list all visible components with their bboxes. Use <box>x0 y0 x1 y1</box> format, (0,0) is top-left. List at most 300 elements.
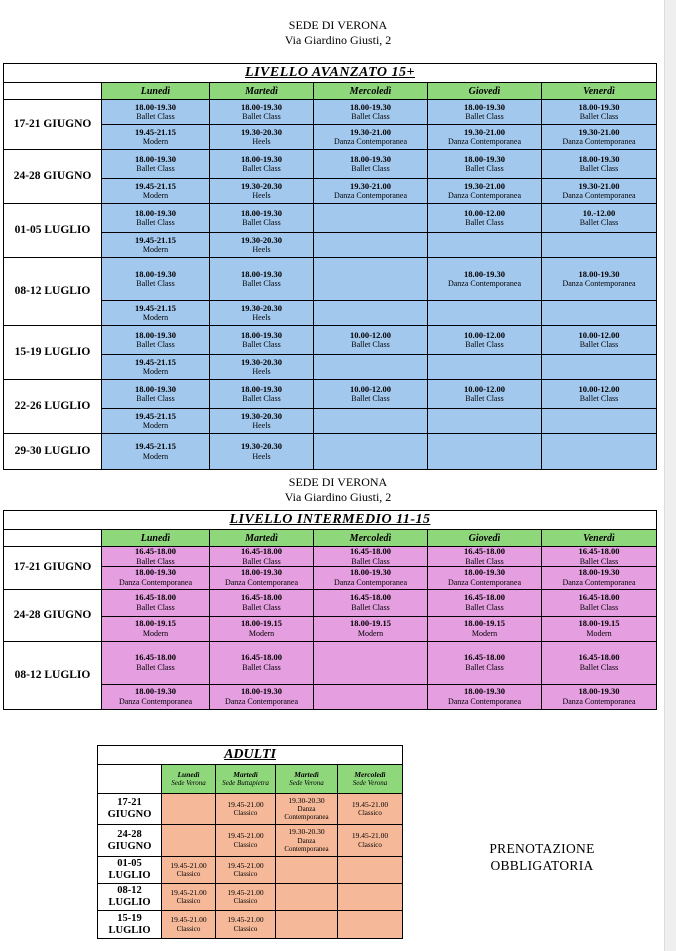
class-cell <box>102 301 210 326</box>
class-time: 19.30-20.30 <box>240 410 283 421</box>
class-cell <box>314 233 428 258</box>
title-row <box>4 511 657 530</box>
class-time: 18.00-19.30 <box>134 686 177 697</box>
class-name: Ballet Class <box>136 394 175 404</box>
adulti-day-header <box>338 765 403 794</box>
corner-cell <box>4 83 102 100</box>
class-name: Ballet Class <box>465 556 504 566</box>
class-time: 16.45-18.00 <box>240 652 283 663</box>
class-time: 16.45-18.00 <box>134 546 177 556</box>
schedule-row <box>4 204 657 233</box>
class-cell <box>428 326 542 355</box>
class-cell <box>210 616 314 641</box>
class-cell <box>162 825 216 857</box>
class-time: 19.45-21.15 <box>134 234 177 245</box>
schedule-row <box>4 434 657 470</box>
class-name: Danza Contemporanea <box>562 137 636 147</box>
class-cell <box>542 641 657 684</box>
class-name: Ballet Class <box>242 340 281 350</box>
class-cell <box>210 380 314 409</box>
week-label: 15-19 LUGLIO <box>98 911 162 939</box>
class-cell <box>102 204 210 233</box>
class-cell <box>210 434 314 470</box>
sede-name: SEDE DI VERONA <box>288 475 388 489</box>
class-cell <box>276 911 338 939</box>
class-cell <box>210 179 314 204</box>
schedule-row <box>4 258 657 301</box>
class-cell <box>102 589 210 616</box>
class-cell <box>102 233 210 258</box>
class-name: Ballet Class <box>351 602 390 612</box>
class-time: 19.45-21.00 <box>227 915 264 925</box>
class-cell <box>210 641 314 684</box>
class-name: Danza Contemporanea <box>224 577 299 587</box>
class-cell <box>102 616 210 641</box>
class-name: Danza Contemporanea <box>447 696 522 706</box>
class-time: 18.00-19.30 <box>134 207 177 218</box>
class-name: Ballet Class <box>136 164 175 174</box>
day-header-0: Lunedì <box>102 530 210 547</box>
class-time: 18.00-19.30 <box>463 268 506 279</box>
class-name: Danza Contemporanea <box>333 137 408 147</box>
class-name: Ballet Class <box>465 340 504 350</box>
class-name: Classico <box>233 897 258 906</box>
day-header-2: Mercoledì <box>314 530 428 547</box>
class-cell <box>542 566 657 589</box>
class-time: 18.00-19.15 <box>578 618 620 629</box>
class-name: Ballet Class <box>351 112 390 122</box>
schedule-row <box>4 684 657 709</box>
day-header-1: Martedì <box>210 83 314 100</box>
class-cell <box>542 684 657 709</box>
class-time: 18.00-19.15 <box>349 618 392 629</box>
class-time: 18.00-19.30 <box>349 101 392 112</box>
class-cell <box>162 857 216 884</box>
class-time: 10.00-12.00 <box>463 383 506 394</box>
class-name: Ballet Class <box>579 164 619 174</box>
class-name: Modern <box>357 628 384 638</box>
class-name: Ballet Class <box>242 602 281 612</box>
class-time: 19.30-21.00 <box>578 126 620 137</box>
class-name: Ballet Class <box>136 556 175 566</box>
adulti-row <box>98 825 403 857</box>
class-name: Ballet Class <box>579 218 619 228</box>
class-cell <box>428 616 542 641</box>
class-name: Heels <box>252 245 271 255</box>
class-cell <box>102 150 210 179</box>
class-name: Ballet Class <box>136 112 175 122</box>
class-cell <box>314 380 428 409</box>
schedule-row <box>4 380 657 409</box>
class-cell <box>210 547 314 567</box>
schedule-row <box>4 233 657 258</box>
class-time: 19.30-20.30 <box>288 827 325 837</box>
class-cell <box>428 150 542 179</box>
class-name: Classico <box>233 840 258 849</box>
class-time: 18.00-19.30 <box>578 153 620 164</box>
class-cell <box>542 258 657 301</box>
adulti-schedule-table <box>97 745 403 939</box>
class-name: Modern <box>142 628 169 638</box>
class-cell <box>162 911 216 939</box>
class-cell <box>542 589 657 616</box>
day-header-4: Venerdì <box>542 83 657 100</box>
class-cell <box>338 911 403 939</box>
class-cell <box>314 301 428 326</box>
class-time: 19.30-20.30 <box>240 302 283 313</box>
class-cell <box>314 409 428 434</box>
week-label: 29-30 LUGLIO <box>4 434 102 470</box>
avanzato-schedule-table <box>3 63 657 470</box>
class-time: 18.00-19.30 <box>349 567 392 578</box>
class-name: Heels <box>252 313 271 323</box>
class-cell <box>102 684 210 709</box>
class-time: 18.00-19.30 <box>134 383 177 394</box>
sede-name: Sede Verona <box>289 779 324 787</box>
class-time: 18.00-19.30 <box>463 153 506 164</box>
class-time: 18.00-19.30 <box>134 567 177 578</box>
class-name: Ballet Class <box>351 340 390 350</box>
class-name: Ballet Class <box>242 556 281 566</box>
class-time: 18.00-19.30 <box>134 268 177 279</box>
schedule-row <box>4 150 657 179</box>
class-cell <box>276 825 338 857</box>
class-cell <box>210 150 314 179</box>
class-time: 18.00-19.30 <box>134 329 177 340</box>
week-label: 08-12 LUGLIO <box>4 641 102 709</box>
class-cell <box>428 684 542 709</box>
week-label: 01-05 LUGLIO <box>98 857 162 884</box>
class-time: 19.30-20.30 <box>240 234 283 245</box>
class-cell <box>210 301 314 326</box>
class-name: Heels <box>252 367 271 377</box>
class-name: Ballet Class <box>136 340 175 350</box>
class-cell <box>102 380 210 409</box>
class-cell <box>338 794 403 825</box>
week-label: 08-12 LUGLIO <box>4 258 102 326</box>
class-name: Modern <box>142 421 169 431</box>
sede-name: Sede Buttapietra <box>222 779 269 787</box>
class-name: Danza Contemporanea <box>284 836 329 853</box>
class-name: Classico <box>358 840 382 849</box>
class-name: Ballet Class <box>351 556 390 566</box>
class-name: Heels <box>252 137 271 147</box>
class-cell <box>542 434 657 470</box>
day-header-2: Mercoledì <box>314 83 428 100</box>
class-cell <box>102 566 210 589</box>
class-cell <box>542 326 657 355</box>
class-time: 10.00-12.00 <box>349 329 392 340</box>
class-name: Danza Contemporanea <box>333 191 408 201</box>
class-time: 16.45-18.00 <box>349 592 392 603</box>
schedule-row <box>4 566 657 589</box>
class-cell <box>210 355 314 380</box>
class-name: Ballet Class <box>136 279 175 289</box>
corner-cell <box>4 530 102 547</box>
class-time: 19.45-21.00 <box>227 799 264 809</box>
class-time: 19.30-20.30 <box>240 441 283 452</box>
corner-cell <box>98 765 162 794</box>
class-name: Modern <box>142 313 169 323</box>
class-time: 18.00-19.30 <box>240 268 283 279</box>
class-name: Ballet Class <box>579 340 619 350</box>
class-time: 19.30-21.00 <box>349 126 392 137</box>
class-cell <box>314 125 428 150</box>
class-cell <box>102 547 210 567</box>
class-time: 18.00-19.30 <box>578 101 620 112</box>
class-cell <box>210 409 314 434</box>
class-name: Ballet Class <box>136 218 175 228</box>
week-label: 24-28 GIUGNO <box>4 589 102 641</box>
schedule-title: LIVELLO INTERMEDIO 11-15 <box>4 511 657 530</box>
class-cell <box>314 326 428 355</box>
week-label: 08-12 LUGLIO <box>98 884 162 911</box>
class-name: Ballet Class <box>351 164 390 174</box>
schedule-row <box>4 179 657 204</box>
day-header-4: Venerdì <box>542 530 657 547</box>
class-name: Classico <box>358 809 382 818</box>
class-cell <box>102 258 210 301</box>
class-cell <box>314 204 428 233</box>
class-cell <box>428 641 542 684</box>
class-cell <box>314 434 428 470</box>
class-name: Ballet Class <box>465 218 504 228</box>
schedule-row <box>4 125 657 150</box>
sede-name: SEDE DI VERONA <box>288 18 388 32</box>
class-cell <box>542 409 657 434</box>
class-name: Classico <box>233 924 258 933</box>
class-cell <box>314 100 428 125</box>
class-time: 10.00-12.00 <box>463 207 506 218</box>
day-header-0: Lunedì <box>102 83 210 100</box>
day-header-1: Martedì <box>210 530 314 547</box>
class-name: Ballet Class <box>465 602 504 612</box>
class-cell <box>542 547 657 567</box>
class-cell <box>428 355 542 380</box>
day-header-3: Giovedì <box>428 83 542 100</box>
adulti-day-header <box>162 765 216 794</box>
class-name: Ballet Class <box>242 112 281 122</box>
class-name: Ballet Class <box>579 112 619 122</box>
day-header-3: Giovedì <box>428 530 542 547</box>
class-name: Danza Contemporanea <box>224 696 299 706</box>
schedule-row <box>4 355 657 380</box>
schedule-row <box>4 641 657 684</box>
class-cell <box>102 409 210 434</box>
week-label: 24-28 GIUGNO <box>98 825 162 857</box>
class-time: 16.45-18.00 <box>578 546 620 556</box>
class-cell <box>428 233 542 258</box>
class-cell <box>210 100 314 125</box>
class-cell <box>338 825 403 857</box>
class-time: 16.45-18.00 <box>134 592 177 603</box>
adulti-day-header <box>216 765 276 794</box>
class-time: 19.45-21.15 <box>134 356 177 367</box>
class-cell <box>428 380 542 409</box>
class-name: Ballet Class <box>136 662 175 672</box>
class-cell <box>314 179 428 204</box>
class-cell <box>314 150 428 179</box>
class-time: 10.00-12.00 <box>349 383 392 394</box>
class-time: 19.45-21.00 <box>351 831 389 841</box>
title-row <box>4 64 657 83</box>
class-time: 10.-12.00 <box>582 207 616 218</box>
class-name: Classico <box>233 809 258 818</box>
class-cell <box>210 204 314 233</box>
class-time: 18.00-19.30 <box>578 567 620 578</box>
class-name: Ballet Class <box>465 662 504 672</box>
class-cell <box>314 589 428 616</box>
class-cell <box>542 204 657 233</box>
schedule-row <box>4 301 657 326</box>
class-cell <box>102 434 210 470</box>
class-cell <box>314 641 428 684</box>
class-time: 19.45-21.00 <box>170 887 207 897</box>
class-cell <box>216 794 276 825</box>
class-cell <box>428 589 542 616</box>
class-name: Classico <box>233 870 258 879</box>
week-label: 01-05 LUGLIO <box>4 204 102 258</box>
class-time: 18.00-19.30 <box>240 153 283 164</box>
class-name: Classico <box>176 924 201 933</box>
class-time: 19.45-21.00 <box>227 887 264 897</box>
class-name: Ballet Class <box>465 164 504 174</box>
class-time: 16.45-18.00 <box>349 546 392 556</box>
schedule-title: LIVELLO AVANZATO 15+ <box>4 64 657 83</box>
class-time: 16.45-18.00 <box>463 546 506 556</box>
class-time: 19.30-21.00 <box>463 180 506 191</box>
class-name: Modern <box>142 191 169 201</box>
class-cell <box>102 355 210 380</box>
class-time: 18.00-19.30 <box>134 101 177 112</box>
class-time: 16.45-18.00 <box>463 652 506 663</box>
class-time: 18.00-19.15 <box>240 618 283 629</box>
adulti-row <box>98 911 403 939</box>
class-cell <box>216 911 276 939</box>
class-cell <box>428 204 542 233</box>
adulti-title: ADULTI <box>98 746 403 765</box>
class-time: 10.00-12.00 <box>578 329 620 340</box>
week-label: 17-21 GIUGNO <box>98 794 162 825</box>
day-header-row <box>4 83 657 100</box>
class-time: 18.00-19.30 <box>578 268 620 279</box>
day-name: Martedì <box>294 770 319 779</box>
class-name: Ballet Class <box>579 394 619 404</box>
class-cell <box>210 258 314 301</box>
class-cell <box>428 100 542 125</box>
week-label: 17-21 GIUGNO <box>4 547 102 590</box>
class-name: Ballet Class <box>579 602 619 612</box>
class-name: Ballet Class <box>579 556 619 566</box>
class-time: 18.00-19.30 <box>463 101 506 112</box>
class-cell <box>210 684 314 709</box>
class-cell <box>542 301 657 326</box>
class-time: 18.00-19.30 <box>240 329 283 340</box>
class-cell <box>210 589 314 616</box>
class-time: 19.45-21.00 <box>351 799 389 809</box>
class-cell <box>542 125 657 150</box>
class-cell <box>338 884 403 911</box>
class-time: 19.45-21.00 <box>227 860 264 870</box>
class-name: Ballet Class <box>242 394 281 404</box>
class-cell <box>210 566 314 589</box>
class-time: 19.30-21.00 <box>578 180 620 191</box>
schedule-row <box>4 100 657 125</box>
class-name: Ballet Class <box>465 394 504 404</box>
class-cell <box>542 150 657 179</box>
class-time: 19.30-20.30 <box>240 180 283 191</box>
class-cell <box>102 641 210 684</box>
class-time: 18.00-19.30 <box>578 686 620 697</box>
class-cell <box>428 434 542 470</box>
class-cell <box>210 326 314 355</box>
class-name: Danza Contemporanea <box>562 577 636 587</box>
class-name: Danza Contemporanea <box>447 577 522 587</box>
class-cell <box>216 857 276 884</box>
class-cell <box>216 884 276 911</box>
schedule-row <box>4 409 657 434</box>
class-cell <box>102 125 210 150</box>
class-cell <box>542 616 657 641</box>
class-time: 18.00-19.30 <box>240 686 283 697</box>
class-cell <box>276 857 338 884</box>
class-cell <box>314 566 428 589</box>
class-cell <box>314 547 428 567</box>
class-name: Danza Contemporanea <box>562 191 636 201</box>
class-name: Ballet Class <box>351 394 390 404</box>
obbligatoria-line: OBBLIGATORIA <box>490 858 594 873</box>
class-name: Ballet Class <box>242 279 281 289</box>
class-name: Danza Contemporanea <box>447 137 522 147</box>
class-name: Heels <box>252 421 271 431</box>
class-time: 18.00-19.30 <box>240 383 283 394</box>
class-time: 18.00-19.30 <box>134 153 177 164</box>
schedule-row <box>4 326 657 355</box>
class-cell <box>542 233 657 258</box>
class-name: Danza Contemporanea <box>333 577 408 587</box>
class-cell <box>162 884 216 911</box>
class-time: 16.45-18.00 <box>578 592 620 603</box>
day-name: Martedì <box>233 770 258 779</box>
class-name: Modern <box>142 137 169 147</box>
schedule-row <box>4 616 657 641</box>
class-name: Ballet Class <box>242 662 281 672</box>
class-cell <box>428 409 542 434</box>
class-cell <box>162 794 216 825</box>
class-time: 19.45-21.15 <box>134 302 177 313</box>
class-cell <box>428 566 542 589</box>
class-cell <box>542 355 657 380</box>
class-time: 19.30-20.30 <box>288 795 325 805</box>
class-time: 19.30-21.00 <box>349 180 392 191</box>
class-cell <box>276 794 338 825</box>
class-cell <box>314 355 428 380</box>
class-name: Danza Contemporanea <box>447 191 522 201</box>
class-time: 19.45-21.15 <box>134 126 177 137</box>
sede-name: Sede Verona <box>352 779 388 787</box>
class-time: 18.00-19.30 <box>240 207 283 218</box>
class-cell <box>542 380 657 409</box>
class-time: 19.45-21.15 <box>134 441 177 452</box>
schedule-row <box>4 547 657 567</box>
sede-address: Via Giardino Giusti, 2 <box>284 490 392 504</box>
title-row <box>98 746 403 765</box>
adulti-header-row <box>98 765 403 794</box>
class-time: 18.00-19.15 <box>463 618 506 629</box>
class-name: Modern <box>142 245 169 255</box>
class-name: Classico <box>176 870 201 879</box>
class-cell <box>314 684 428 709</box>
